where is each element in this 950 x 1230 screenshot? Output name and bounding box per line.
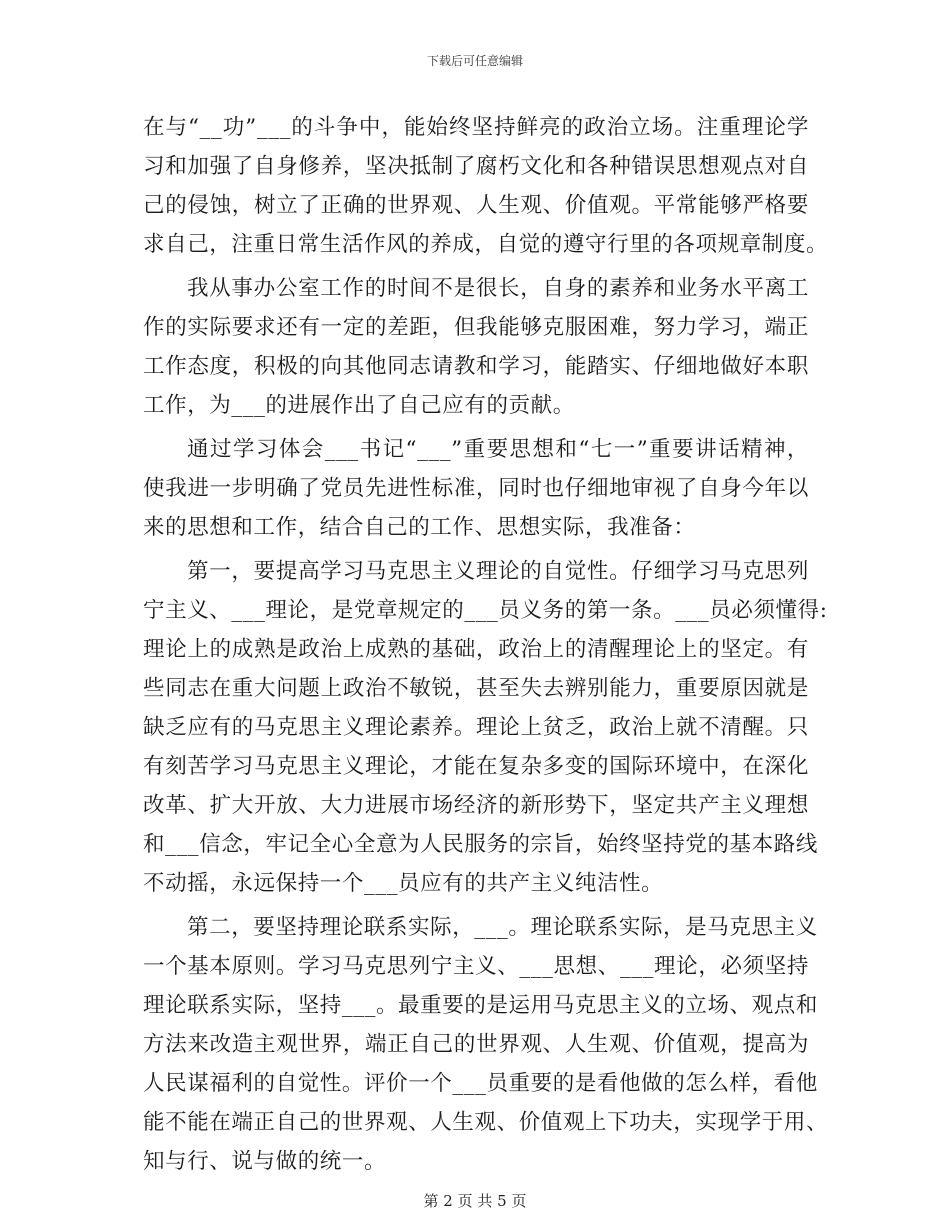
text-line: 理论联系实际，坚持___。最重要的是运用马克思主义的立场、观点和 (143, 993, 818, 1018)
text-line: 我从事办公室工作的时间不是很长，自身的素养和业务水平离工 (187, 276, 809, 301)
text-line: 工作态度，积极的向其他同志请教和学习，能踏实、仔细地做好本职 (143, 354, 809, 379)
text-line: 通过学习体会___书记“___”重要思想和“七一”重要讲话精神， (187, 437, 809, 462)
text-line: 缺乏应有的马克思主义理论素养。理论上贫乏，政治上就不清醒。只 (143, 715, 809, 740)
paragraph (143, 430, 809, 547)
text-line: 不动摇，永远保持一个___员应有的共产主义纯洁性。 (143, 871, 664, 896)
text-line: 习和加强了自身修养，坚决抵制了腐朽文化和各种错误思想观点对自 (143, 154, 809, 179)
text-line: 方法来改造主观世界，端正自己的世界观、人生观、价值观，提高为 (143, 1032, 809, 1057)
text-line: 工作，为___的进展作出了自己应有的贡献。 (143, 393, 575, 418)
text-line: 理论上的成熟是政治上成熟的基础，政治上的清醒理论上的坚定。有 (143, 637, 809, 662)
text-line: 和___信念，牢记全心全意为人民服务的宗旨，始终坚持党的基本路线 (143, 832, 818, 857)
text-line: 人民谋福利的自觉性。评价一个___员重要的是看他做的怎么样，看他 (143, 1071, 818, 1096)
paragraph (143, 552, 828, 903)
text-line: 有刻苦学习马克思主义理论，才能在复杂多变的国际环境中，在深化 (143, 754, 809, 779)
text-line: 在与“__功”___的斗争中，能始终坚持鲜亮的政治立场。注重理论学 (143, 115, 809, 140)
paragraph (143, 269, 809, 425)
text-line: 些同志在重大问题上政治不敏锐，甚至失去辨别能力，重要原因就是 (143, 676, 809, 701)
paragraph (143, 108, 829, 264)
text-line: 求自己，注重日常生活作风的养成，自觉的遵守行里的各项规章制度。 (143, 232, 829, 257)
text-line: 第二，要坚持理论联系实际，___。理论联系实际，是马克思主义 (187, 915, 818, 940)
page-header: 下载后可任意编辑 (426, 54, 523, 68)
document-body (143, 108, 829, 1181)
text-line: 作的实际要求还有一定的差距，但我能够克服困难，努力学习，端正 (143, 315, 809, 340)
text-line: 宁主义、___理论，是党章规定的___员义务的第一条。___员必须懂得: (143, 598, 828, 623)
paragraph (143, 908, 829, 1181)
text-line: 能不能在端正自己的世界观、人生观、价值观上下功夫，实现学于用、 (143, 1110, 829, 1135)
text-line: 第一，要提高学习马克思主义理论的自觉性。仔细学习马克思列 (187, 559, 809, 584)
text-line: 改革、扩大开放、大力进展市场经济的新形势下，坚定共产主义理想 (143, 793, 809, 818)
text-line: 己的侵蚀，树立了正确的世界观、人生观、价值观。平常能够严格要 (143, 193, 809, 218)
text-line: 一个基本原则。学习马克思列宁主义、___思想、___理论，必须坚持 (143, 954, 809, 979)
page-footer: 第 2 页 共 5 页 (423, 1192, 527, 1210)
text-line: 来的思想和工作，结合自己的工作、思想实际，我准备： (143, 515, 696, 540)
text-line: 知与行、说与做的统一。 (143, 1149, 387, 1174)
text-line: 使我进一步明确了党员先进性标准，同时也仔细地审视了自身今年以 (143, 476, 809, 501)
